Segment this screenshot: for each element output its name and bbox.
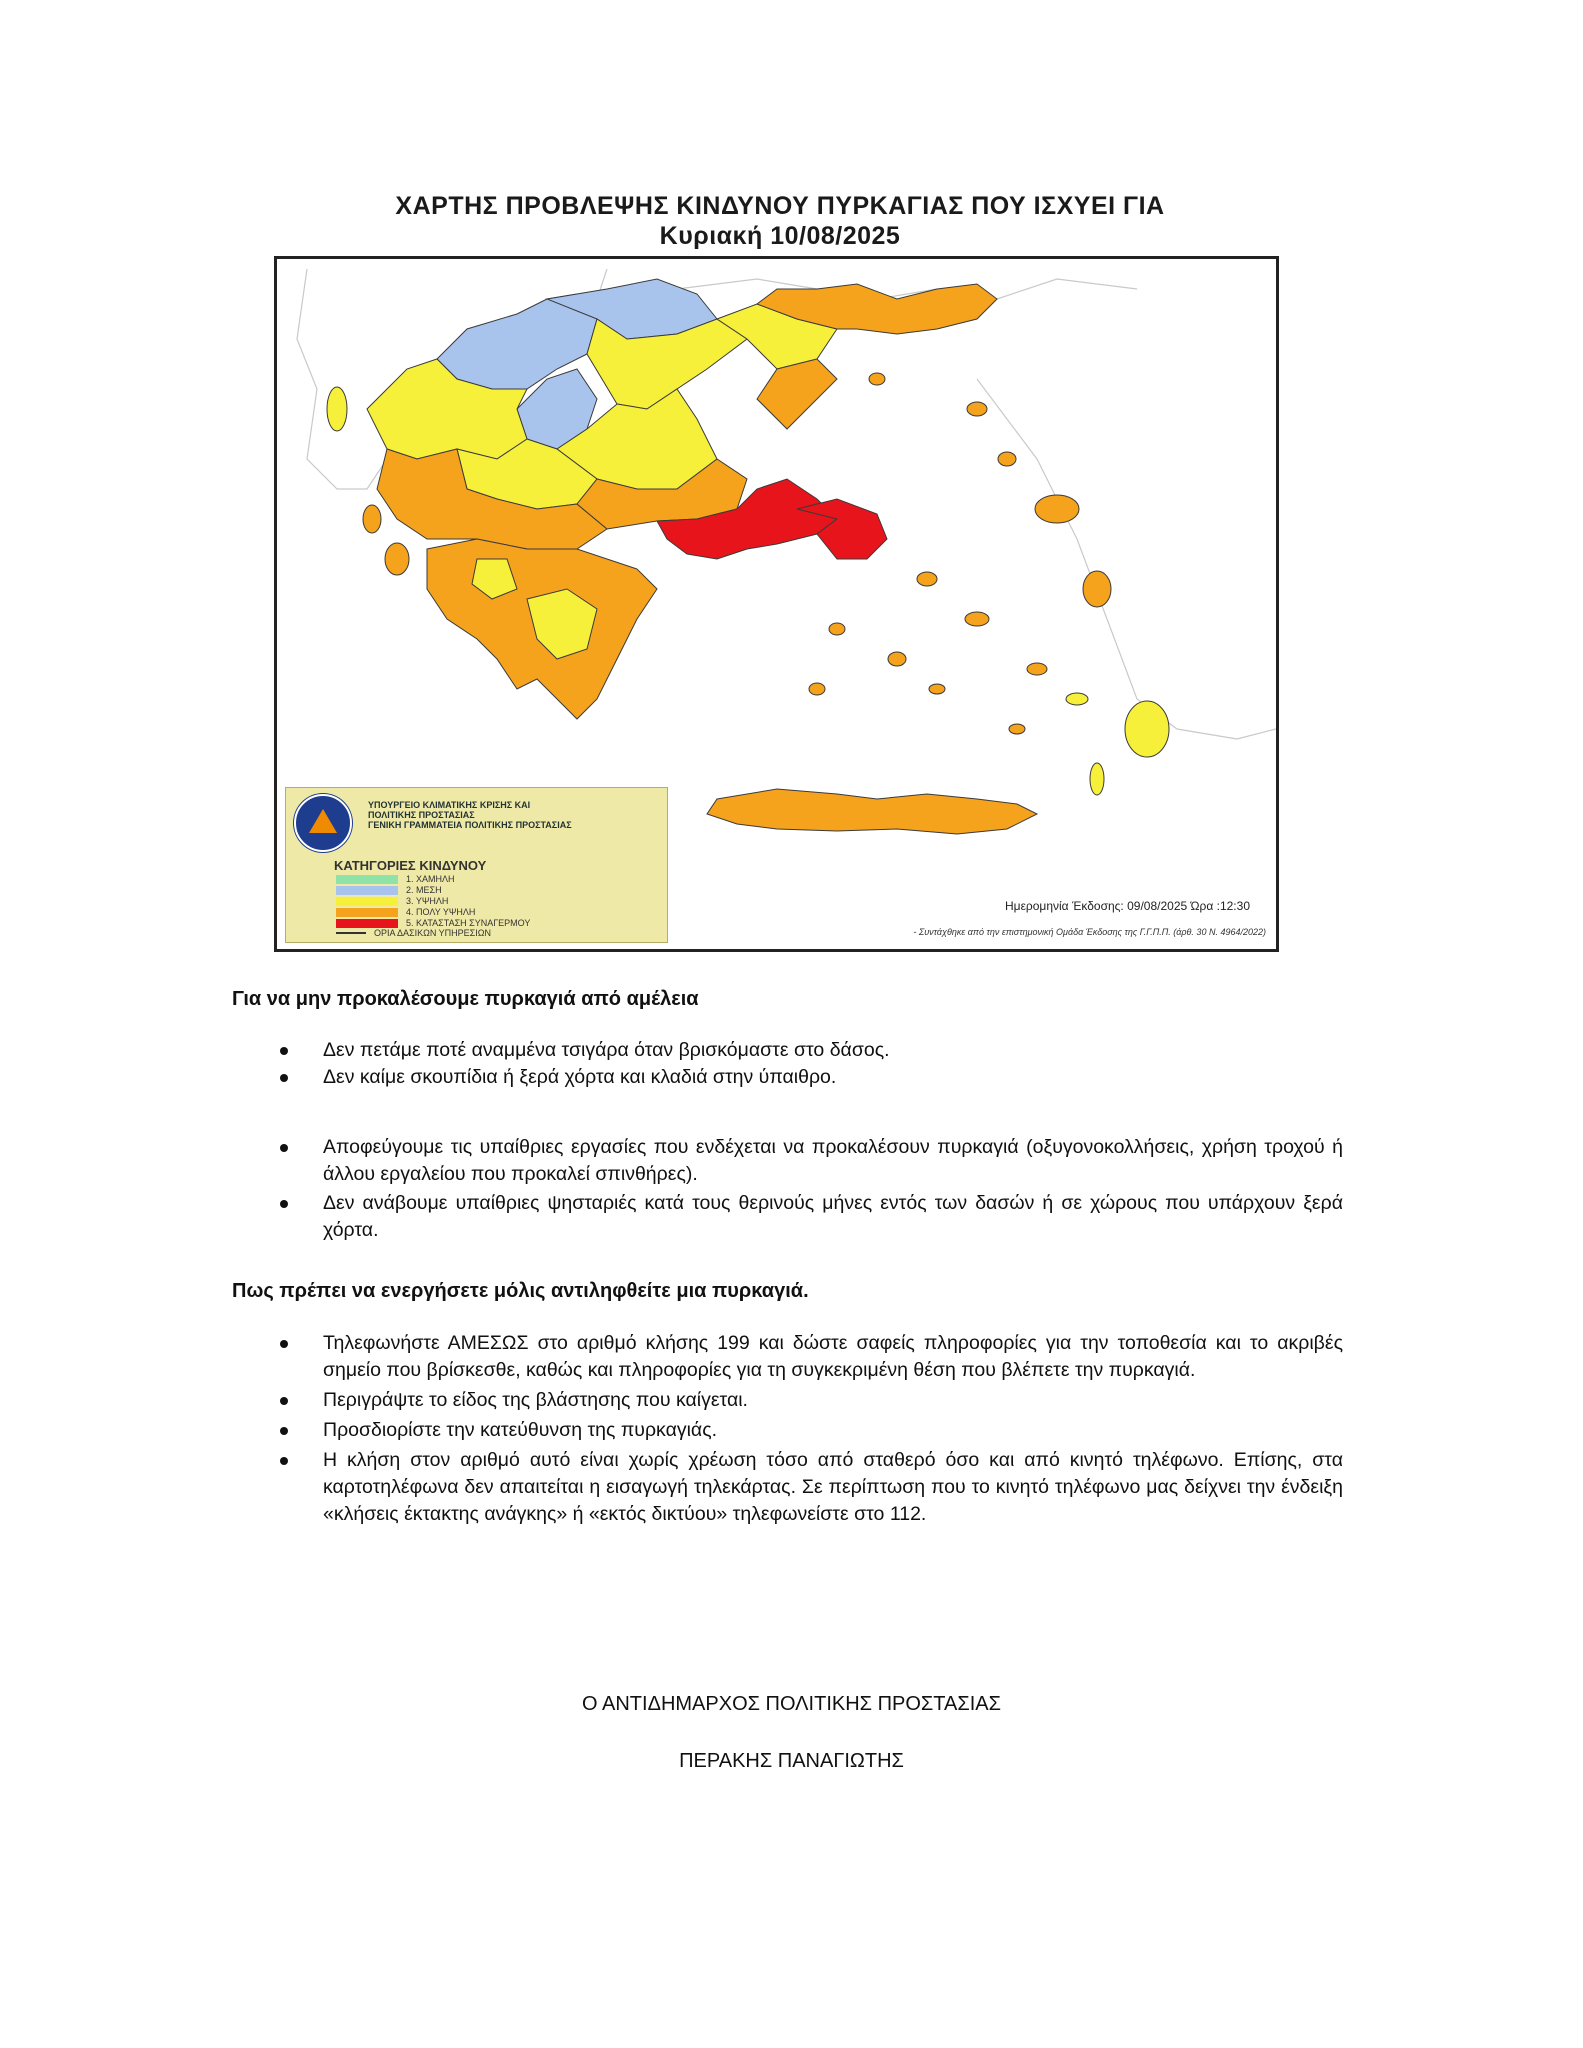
map-legend [285,787,668,943]
fire-risk-map [274,256,1279,952]
issue-date: Ημερομηνία Έκδοσης: 09/08/2025 Ώρα :12:30 [1005,899,1250,913]
boundary-line-icon [336,932,366,934]
prevention-list-a [323,1037,1343,1091]
list-item: Δεν καίμε σκουπίδια ή ξερά χόρτα και κλαδιά στην ύπαιθρο. [323,1064,1343,1091]
legend-label: 4. ΠΟΛΥ ΥΨΗΛΗ [406,907,476,917]
legend-label: 1. ΧΑΜΗΛΗ [406,874,455,884]
signatory-name: ΠΕΡΑΚΗΣ ΠΑΝΑΓΙΩΤΗΣ [679,1750,904,1772]
legend-label: 3. ΥΨΗΛΗ [406,896,449,906]
ministry-name: ΥΠΟΥΡΓΕΙΟ ΚΛΙΜΑΤΙΚΗΣ ΚΡΙΣΗΣ ΚΑΙ ΠΟΛΙΤΙΚΗΣ ΠΡΟΣΤΑΣΙΑΣ ΓΕΝΙΚΗ ΓΡΑΜΜΑΤΕΙΑ ΠΟΛΙΤΙΚΗΣ ΠΡΟΣΤΑΣΙΑΣ [368,800,572,830]
legend-label: 2. ΜΕΣΗ [406,885,442,895]
legend-swatch-medium [336,886,398,895]
legend-row [336,874,455,884]
section-heading-response: Πως πρέπει να ενεργήσετε μόλις αντιληφθείτε μια πυρκαγιά. [232,1280,809,1302]
legend-row [336,918,530,928]
list-item: Δεν ανάβουμε υπαίθριες ψησταριές κατά τους θερινούς μήνες εντός των δασών ή σε χώρους που υπάρχουν ξερά χόρτα. [323,1190,1343,1244]
list-item: Η κλήση στον αριθμό αυτό είναι χωρίς χρέωση τόσο από σταθερό όσο και από κινητό τηλέφωνο. Επίσης, στα καρτοτηλέφωνα δεν απαιτείται η εισαγωγή τηλεκάρτας. Σε περίπτωση που το κινητό τηλέφωνο μας δείχνει την ένδειξη «κλήσεις έκτακτης ανάγκης» ή «εκτός δικτύου» τηλεφωνείστε στο 112. [323,1447,1343,1528]
signatory-role: Ο ΑΝΤΙΔΗΜΑΡΧΟΣ ΠΟΛΙΤΙΚΗΣ ΠΡΟΣΤΑΣΙΑΣ [582,1693,1001,1715]
legend-label: 5. ΚΑΤΑΣΤΑΣΗ ΣΥΝΑΓΕΡΜΟΥ [406,918,531,928]
list-item: Προσδιορίστε την κατεύθυνση της πυρκαγιάς. [323,1417,1343,1444]
boundary-label: ΟΡΙΑ ΔΑΣΙΚΩΝ ΥΠΗΡΕΣΙΩΝ [374,928,491,938]
legend-row [336,907,475,917]
list-item: Περιγράψτε το είδος της βλάστησης που καίγεται. [323,1387,1343,1414]
legend-swatch-very-high [336,908,398,917]
list-item: Τηλεφωνήστε ΑΜΕΣΩΣ στο αριθμό κλήσης 199 και δώστε σαφείς πληροφορίες για την τοποθεσία και το ακριβές σημείο που βρίσκεσθε, καθώς και πληροφορίες για τη συγκεκριμένη θέση που βλέπετε την πυρκαγιά. [323,1330,1343,1384]
list-item: Δεν πετάμε ποτέ αναμμένα τσιγάρα όταν βρισκόμαστε στο δάσος. [323,1037,1343,1064]
response-list [323,1330,1343,1528]
map-credit: - Συντάχθηκε από την επιστημονική Ομάδα Έκδοσης της Γ.Γ.Π.Π. (άρθ. 30 Ν. 4964/2022) [913,927,1266,937]
legend-swatch-alarm [336,919,398,928]
section-heading-prevention: Για να μην προκαλέσουμε πυρκαγιά από αμέλεια [232,988,699,1010]
list-item: Αποφεύγουμε τις υπαίθριες εργασίες που ενδέχεται να προκαλέσουν πυρκαγιά (οξυγονοκολλήσεις, χρήση τροχού ή άλλου εργαλείου που προκαλεί σπινθήρες). [323,1134,1343,1188]
map-date: Κυριακή 10/08/2025 [659,222,901,250]
legend-boundary-row [336,928,491,938]
legend-swatch-high [336,897,398,906]
prevention-list-b [323,1134,1343,1244]
legend-swatch-low [336,875,398,884]
legend-row [336,896,448,906]
legend-title: ΚΑΤΗΓΟΡΙΕΣ ΚΙΝΔΥΝΟΥ [334,858,487,873]
map-title: ΧΑΡΤΗΣ ΠΡΟΒΛΕΨΗΣ ΚΙΝΔΥΝΟΥ ΠΥΡΚΑΓΙΑΣ ΠΟΥ ΙΣΧΥΕΙ ΓΙΑ [395,192,1165,220]
civil-protection-seal-icon [294,794,352,852]
legend-row [336,885,442,895]
